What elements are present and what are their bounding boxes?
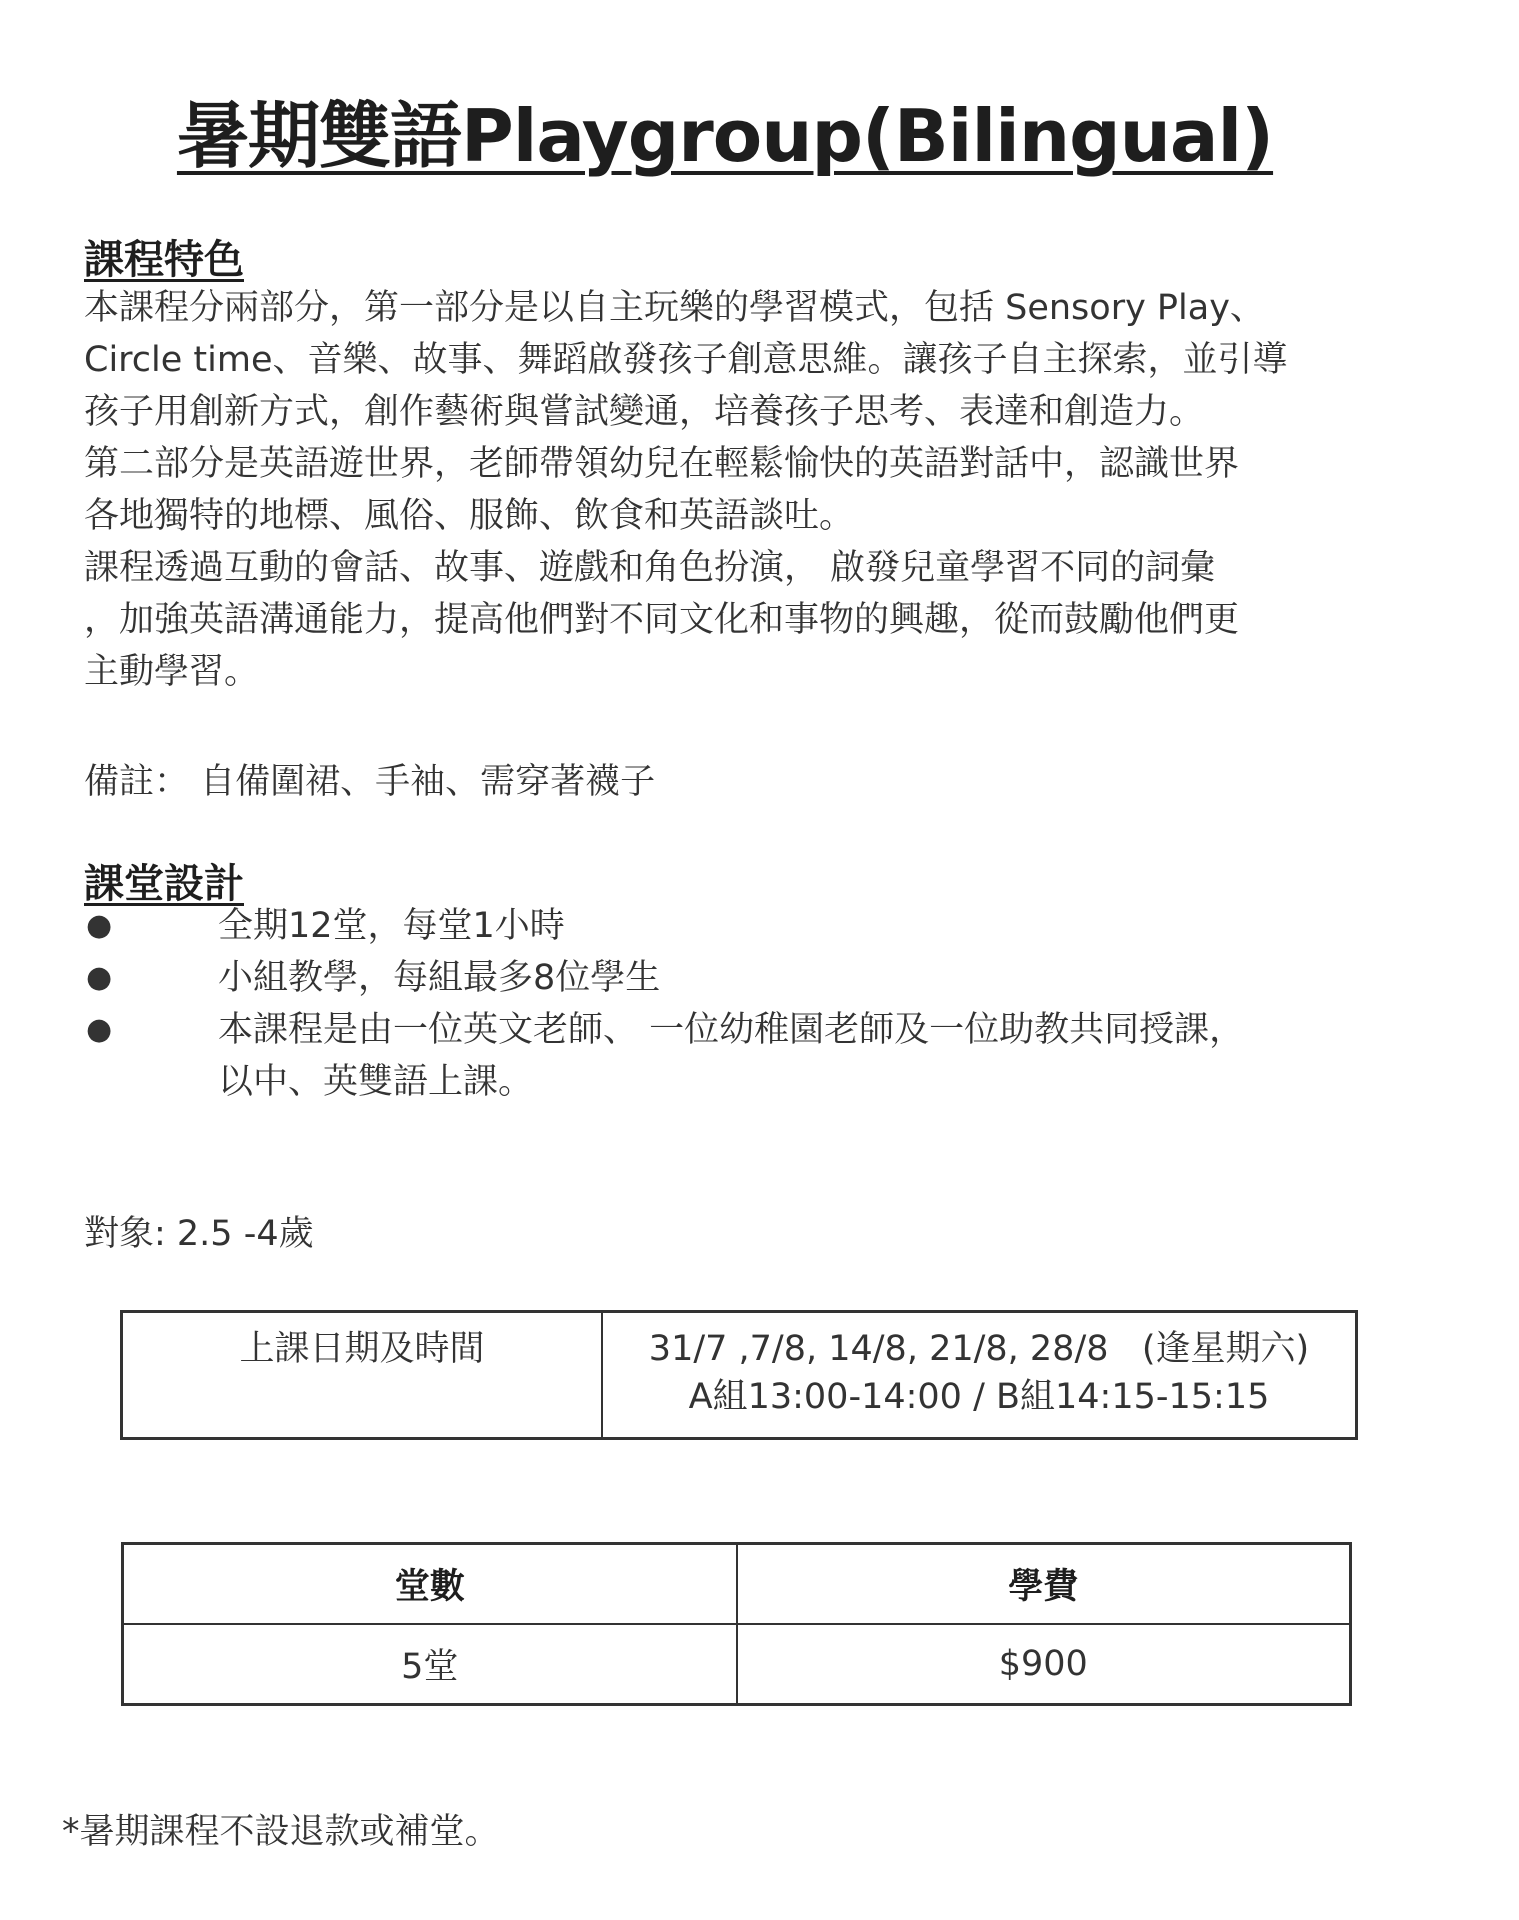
text-line: 本課程分兩部分，第一部分是以自主玩樂的學習模式，包括 Sensory Play、 <box>84 288 1265 328</box>
text-line: Circle time、音樂、故事、舞蹈啟發孩子創意思維。讓孩子自主探索，並引導 <box>84 340 1288 380</box>
bullet-icon: ● <box>86 960 113 995</box>
fees-table <box>121 1542 1352 1706</box>
column-header: 學費 <box>737 1544 1351 1625</box>
features-body <box>84 282 1424 698</box>
text-line: 主動學習。 <box>84 652 260 692</box>
bullet-text: 以中、英雙語上課。 <box>218 1062 534 1102</box>
footnote: *暑期課程不設退款或補堂。 <box>62 1812 500 1852</box>
text-line: 各地獨特的地標、風俗、服飾、飲食和英語談吐。 <box>84 496 855 536</box>
schedule-dates: 31/7 ,7/8, 14/8, 21/8, 28/8 (逢星期六) <box>648 1329 1310 1369</box>
bullet-icon: ● <box>86 1012 113 1047</box>
design-bullet-list <box>84 900 1384 1108</box>
table-row <box>122 1312 1357 1439</box>
text-line: 課程透過互動的會話、故事、遊戲和角色扮演， 啟發兒童學習不同的詞彙 <box>84 548 1216 588</box>
bullet-text: 本課程是由一位英文老師、 一位幼稚園老師及一位助教共同授課， <box>218 1010 1245 1050</box>
features-paragraph-2 <box>84 438 1424 542</box>
features-heading: 課程特色 <box>84 237 244 283</box>
text-line: 孩子用創新方式，創作藝術與嘗試變通，培養孩子思考、表達和創造力。 <box>84 392 1205 432</box>
schedule-times: A組13:00-14:00 / B組14:15-15:15 <box>688 1377 1270 1417</box>
bullet-text: 全期12堂，每堂1小時 <box>218 906 565 946</box>
list-item <box>84 952 1384 1004</box>
text-line: 第二部分是英語遊世界，老師帶領幼兒在輕鬆愉快的英語對話中，認識世界 <box>84 444 1240 484</box>
features-note: 備註： 自備圍裙、手袖、需穿著襪子 <box>84 762 656 802</box>
features-paragraph-1 <box>84 282 1424 438</box>
schedule-details <box>602 1312 1357 1439</box>
bullet-icon: ● <box>86 908 113 943</box>
column-header: 堂數 <box>123 1544 737 1625</box>
bullet-text: 小組教學，每組最多8位學生 <box>218 958 661 998</box>
table-row <box>123 1624 1351 1705</box>
schedule-label: 上課日期及時間 <box>122 1312 603 1439</box>
schedule-table <box>120 1310 1358 1440</box>
table-cell: 5堂 <box>123 1624 737 1705</box>
list-item <box>84 900 1384 952</box>
features-paragraph-3 <box>84 542 1424 698</box>
text-line: ，加強英語溝通能力，提高他們對不同文化和事物的興趣，從而鼓勵他們更 <box>84 600 1240 640</box>
table-cell: $900 <box>737 1624 1351 1705</box>
list-item <box>84 1004 1384 1108</box>
page-title: 暑期雙語Playgroup(Bilingual) <box>176 94 1274 178</box>
table-header-row <box>123 1544 1351 1625</box>
design-heading: 課堂設計 <box>84 861 244 907</box>
target-age: 對象: 2.5 -4歲 <box>84 1214 314 1254</box>
